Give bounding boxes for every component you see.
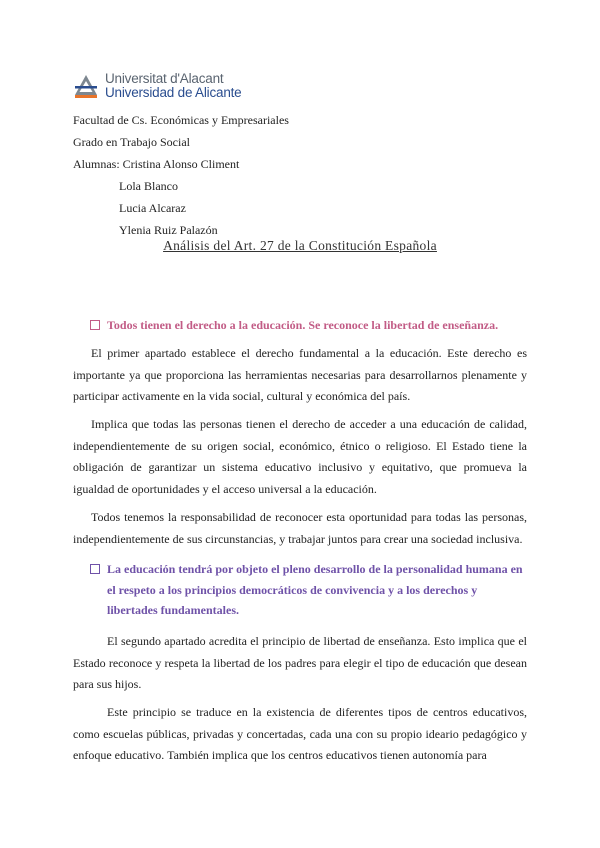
paragraph: El primer apartado establece el derecho fundamental a la educación. Este derecho es importante ya que proporciona las herramientas necesarias para desarrollarnos plenamente y participar activamente en la vida social, cultural y económica del país. [73, 346, 527, 404]
checkbox-bullet-icon [90, 564, 100, 574]
section-heading-text: Todos tienen el derecho a la educación. Se reconoce la libertad de enseñanza. [107, 318, 499, 332]
faculty-line: Facultad de Cs. Económicas y Empresariales [73, 113, 289, 127]
logo-line-2: Universidad de Alicante [105, 85, 242, 100]
student-name: Ylenia Ruiz Palazón [119, 223, 218, 237]
checkbox-bullet-icon [90, 320, 100, 330]
students-line: Alumnas: Cristina Alonso Climent [73, 157, 240, 171]
paragraph: Este principio se traduce en la existencia de diferentes tipos de centros educativos, como escuelas públicas, privadas y concertadas, cada una con su propio ideario pedagógico y enfoque educativo. También implica que los centros educativos tienen autonomía para [73, 705, 527, 763]
section-heading-text: La educación tendrá por objeto el pleno desarrollo de la personalidad humana en el respeto a los principios democráticos de convivencia y a los derechos y libertades fundamentales. [107, 562, 523, 617]
paragraph: Implica que todas las personas tienen el derecho de acceder a una educación de calidad, independientemente de su origen social, económico, étnico o religioso. El Estado tiene la obligación de garantizar un sistema educativo inclusivo y equitativo, que promueva la igualdad de oportunidades y el acceso universal a la educación. [73, 417, 527, 496]
logo-line-1: Universitat d'Alacant [105, 71, 224, 86]
student-name: Lola Blanco [119, 179, 178, 193]
section-heading-1 [90, 315, 528, 336]
university-emblem-icon [73, 73, 99, 99]
student-name: Lucia Alcaraz [119, 201, 186, 215]
degree-line: Grado en Trabajo Social [73, 135, 190, 149]
document-title: Análisis del Art. 27 de la Constitución Española [163, 238, 437, 253]
university-logo [73, 72, 241, 100]
section-heading-2 [90, 559, 528, 621]
paragraph: Todos tenemos la responsabilidad de reconocer esta oportunidad para todas las personas, independientemente de sus circunstancias, y trabajar juntos para crear una sociedad inclusiva. [73, 510, 527, 546]
paragraph: El segundo apartado acredita el principio de libertad de enseñanza. Esto implica que el Estado reconoce y respeta la libertad de los padres para elegir el tipo de educación que desean para sus hijos. [73, 634, 527, 692]
